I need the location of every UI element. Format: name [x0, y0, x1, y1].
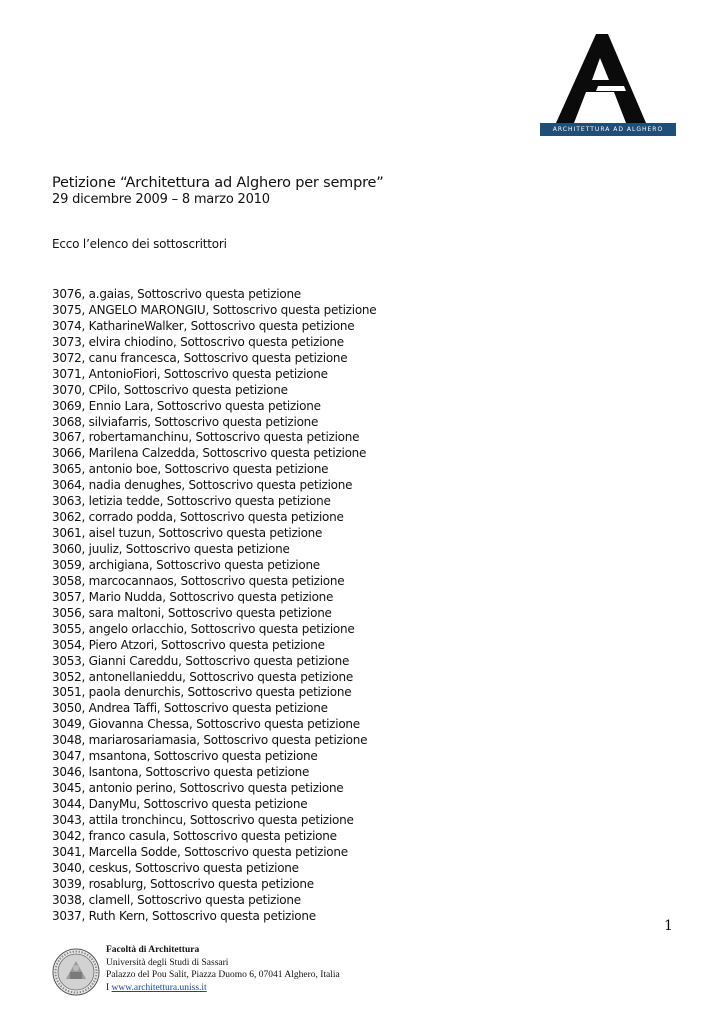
signatory-entry: 3045, antonio perino, Sottoscrivo questa petizione [52, 781, 344, 796]
footer-web [106, 982, 340, 995]
signatory-entry: 3065, antonio boe, Sottoscrivo questa petizione [52, 462, 329, 477]
signatory-entry: 3075, ANGELO MARONGIU, Sottoscrivo questa petizione [52, 302, 377, 317]
signatory-entry: 3064, nadia denughes, Sottoscrivo questa petizione [52, 478, 353, 493]
signatory-entry: 3061, aisel tuzun, Sottoscrivo questa petizione [52, 526, 323, 541]
signatory-entry: 3044, DanyMu, Sottoscrivo questa petizione [52, 797, 308, 811]
signatory-entry: 3054, Piero Atzori, Sottoscrivo questa petizione [52, 637, 325, 652]
university-seal-icon [52, 948, 100, 996]
footer-faculty: Facoltà di Architettura [106, 945, 200, 955]
signatory-entry: 3039, rosablurg, Sottoscrivo questa petizione [52, 876, 314, 891]
signatory-entry: 3043, attila tronchincu, Sottoscrivo questa petizione [52, 812, 354, 827]
signatory-entry: 3060, juuliz, Sottoscrivo questa petizione [52, 542, 290, 556]
signatory-entry: 3066, Marilena Calzedda, Sottoscrivo questa petizione [52, 446, 367, 461]
signatory-entry: 3048, mariarosariamasia, Sottoscrivo questa petizione [52, 733, 368, 748]
signatory-entry: 3052, antonellanieddu, Sottoscrivo questa petizione [52, 669, 354, 684]
signatory-entry: 3055, angelo orlacchio, Sottoscrivo questa petizione [52, 621, 355, 636]
footer-university: Università degli Studi di Sassari [106, 957, 229, 968]
signatory-entry: 3042, franco casula, Sottoscrivo questa petizione [52, 828, 337, 843]
document-dates: 29 dicembre 2009 – 8 marzo 2010 [52, 192, 270, 207]
page-number: 1 [664, 918, 673, 934]
signatory-entry: 3067, robertamanchinu, Sottoscrivo questa petizione [52, 430, 360, 445]
document-header [52, 174, 384, 208]
footer-address: Palazzo del Pou Salit, Piazza Duomo 6, 07041 Alghero, Italia [106, 970, 340, 980]
signatory-entry: 3069, Ennio Lara, Sottoscrivo questa petizione [52, 398, 321, 413]
intro-text: Ecco l’elenco dei sottoscrittori [52, 237, 227, 251]
signatory-entry: 3049, Giovanna Chessa, Sottoscrivo questa petizione [52, 717, 360, 732]
signatory-entry: 3073, elvira chiodino, Sottoscrivo questa petizione [52, 334, 344, 349]
signatory-entry: 3046, lsantona, Sottoscrivo questa petizione [52, 765, 310, 780]
logo-band-text: ARCHITETTURA AD ALGHERO [540, 123, 676, 136]
letter-a-logo-icon [540, 30, 676, 126]
signatory-entry: 3050, Andrea Taffi, Sottoscrivo questa petizione [52, 701, 328, 716]
signatory-entry: 3063, letizia tedde, Sottoscrivo questa petizione [52, 494, 331, 509]
signatory-entry: 3040, ceskus, Sottoscrivo questa petizione [52, 860, 299, 875]
footer-website-link[interactable]: www.architettura.uniss.it [111, 982, 207, 993]
signatory-entry: 3057, Mario Nudda, Sottoscrivo questa petizione [52, 589, 334, 604]
signatory-entry: 3038, clamell, Sottoscrivo questa petizione [52, 892, 301, 907]
signatories-list [52, 287, 376, 925]
signatory-entry: 3076, a.gaias, Sottoscrivo questa petizione [52, 287, 301, 301]
signatory-entry: 3047, msantona, Sottoscrivo questa petizione [52, 749, 318, 764]
architettura-logo [540, 30, 676, 138]
signatory-entry: 3058, marcocannaos, Sottoscrivo questa petizione [52, 573, 345, 588]
page-footer [52, 944, 692, 1004]
signatory-entry: 3059, archigiana, Sottoscrivo questa petizione [52, 557, 320, 572]
signatory-entry: 3051, paola denurchis, Sottoscrivo questa petizione [52, 685, 352, 700]
signatory-entry: 3062, corrado podda, Sottoscrivo questa petizione [52, 510, 344, 525]
signatory-entry: 3037, Ruth Kern, Sottoscrivo questa petizione [52, 908, 316, 923]
signatory-entry: 3053, Gianni Careddu, Sottoscrivo questa petizione [52, 653, 350, 668]
document-title: Petizione “Architettura ad Alghero per sempre” [52, 175, 384, 191]
signatory-entry: 3071, AntonioFiori, Sottoscrivo questa petizione [52, 366, 328, 381]
signatory-entry: 3041, Marcella Sodde, Sottoscrivo questa petizione [52, 844, 348, 859]
footer-web-prefix: I [106, 982, 110, 993]
signatory-entry: 3056, sara maltoni, Sottoscrivo questa petizione [52, 605, 332, 620]
signatory-entry: 3068, silviafarris, Sottoscrivo questa petizione [52, 414, 319, 429]
signatory-entry: 3070, CPilo, Sottoscrivo questa petizione [52, 382, 288, 397]
signatory-entry: 3072, canu francesca, Sottoscrivo questa petizione [52, 350, 348, 365]
signatory-entry: 3074, KatharineWalker, Sottoscrivo questa petizione [52, 318, 355, 333]
